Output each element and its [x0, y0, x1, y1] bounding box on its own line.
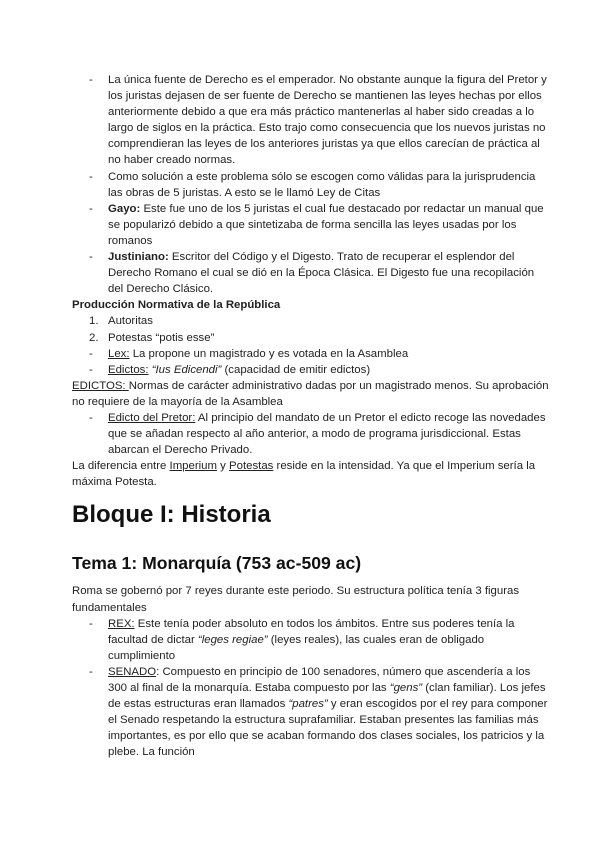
term-text: Escritor del Código y el Digesto. Trato de recuperar el esplendor del Derecho Romano el cual se dió en la Época Clásica. El Digesto fue una recopilación del Derecho Clásico.	[108, 251, 535, 296]
term-italic: “gens”	[389, 682, 423, 694]
list-item-gayo	[72, 201, 550, 249]
paragraph-text: La diferencia entre	[72, 460, 170, 473]
term-text: Al principio del mandato de un Pretor el edicto recoge las novedades que se añadan respecto al año anterior, a modo de programa jurisdiccional. Estas abarcan el Derecho Privado.	[108, 411, 546, 457]
list-item-ley-de-citas	[72, 169, 550, 201]
list-item-text: Como solución a este problema sólo se escogen como válidas para la jurisprudencia las obras de 5 juristas. A esto se le llamó Ley de Citas	[108, 170, 536, 199]
term-text: Este tenía poder absoluto en todos los ámbitos. Entre sus poderes tenía la facultad de dictar	[108, 617, 515, 646]
paragraph-diferencia	[72, 458, 550, 490]
item-text: Autoritas	[108, 315, 153, 328]
list-item-edictos	[72, 362, 550, 378]
item-number: 1.	[89, 315, 99, 328]
paragraph-text: reside en la intensidad. Ya que el Imperium sería la máxima Potesta.	[72, 460, 536, 489]
term-label: Justiniano:	[108, 251, 169, 264]
list-item-rex	[72, 616, 550, 664]
paragraph-intro: Roma se gobernó por 7 reyes durante este periodo. Su estructura política tenía 3 figuras fundamentales	[72, 585, 520, 614]
list-item-text: La única fuente de Derecho es el emperador. No obstante aunque la figura del Pretor y los juristas dejasen de ser fuente de Derecho se mantienen las leyes hechas por ellos anteriormente debido a que era más práctico mantenerlas al haber sido creadas a lo largo de siglos en la práctica. Esto trajo como consecuencia que los nuevos juristas no comprendieran las leyes de los anteriores juristas ya que ellos carecían de práctica al no haber creado normas.	[108, 74, 547, 167]
term-text: (leyes reales), las cuales eran de obligado cumplimiento	[108, 633, 485, 662]
list-item-lex	[72, 346, 550, 362]
numbered-item-autoritas	[72, 313, 550, 329]
term-text: (capacidad de emitir edictos)	[221, 363, 371, 376]
term-potestas: Potestas	[229, 460, 274, 473]
list-item-justiniano	[72, 249, 550, 297]
term-italic: “Ius Edicendi”	[151, 363, 222, 376]
numbered-item-potestas	[72, 330, 550, 346]
term-imperium: Imperium	[169, 460, 218, 473]
list-item-emperador	[72, 72, 550, 169]
term-italic: “patres”	[288, 698, 328, 711]
paragraph-text: Normas de carácter administrativo dadas por un magistrado menos. Su aprobación no requiere de la mayoría de la Asamblea	[72, 379, 549, 408]
item-text: Potestas “potis esse”	[108, 331, 215, 344]
term-text: : Compuesto en principio de 100 senadores, número que ascendería a los 300 al final de la monarquía. Estaba compuesto por las	[108, 665, 531, 694]
list-item-senado	[72, 664, 550, 761]
term-label: Edicto del Pretor:	[108, 411, 196, 424]
heading-bloque: Bloque I: Historia	[72, 501, 271, 529]
term-label: Edictos:	[108, 363, 149, 376]
term-text: (clan familiar). Los jefes de estas estructuras eran llamados	[108, 682, 546, 711]
paragraph-edictos	[72, 378, 550, 410]
term-label: REX:	[108, 617, 135, 630]
item-number: 2.	[89, 331, 99, 344]
term-label: SENADO	[108, 665, 157, 678]
paragraph-text: y	[217, 460, 230, 473]
spacer	[72, 576, 550, 583]
term-label: EDICTOS:	[72, 379, 129, 392]
term-text: La propone un magistrado y es votada en la Asamblea	[129, 347, 409, 360]
term-label: Gayo:	[108, 202, 141, 215]
list-item-edicto-pretor	[72, 410, 550, 458]
term-text: y eran escogidos por el rey para componer el Senado respetando la estructura suprafamiliar. Estaban presentes las familias más importantes, es por ello que se acaban formando dos clases sociales, los patricios y la plebe. La función	[108, 698, 548, 759]
term-text: Este fue uno de los 5 juristas el cual fue destacado por redactar un manual que se popularizó debido a que sintetizaba de forma sencilla las leyes usadas por los romanos	[108, 202, 544, 247]
heading-tema-1: Tema 1: Monarquía (753 ac-509 ac)	[72, 553, 362, 574]
term-label: Lex:	[108, 347, 130, 360]
section-heading-produccion: Producción Normativa de la República	[72, 299, 281, 312]
term-italic: “leges regiae”	[197, 633, 268, 646]
